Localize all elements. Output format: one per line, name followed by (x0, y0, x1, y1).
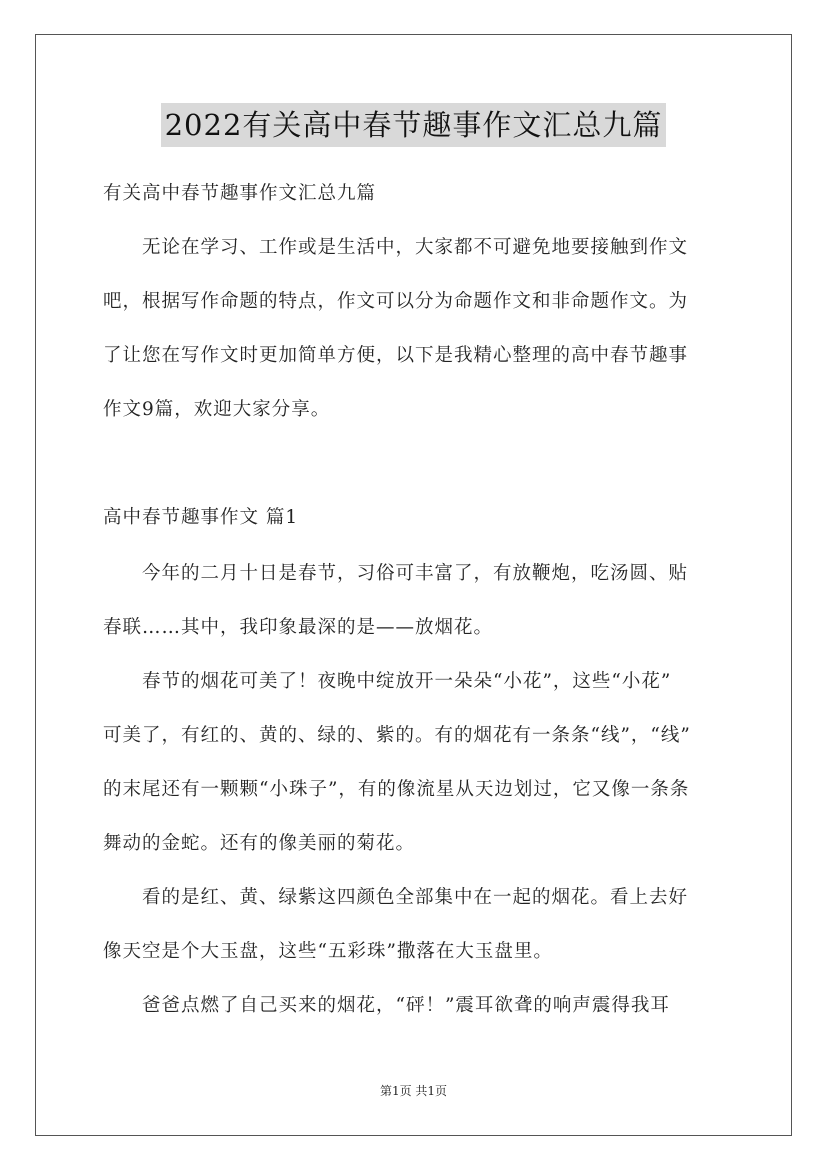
title-container (0, 103, 827, 147)
text-line: 看的是红、黄、绿紫这四颜色全部集中在一起的烟花。看上去好 (103, 887, 689, 908)
text-line: 舞动的金蛇。还有的像美丽的菊花。 (103, 833, 416, 854)
text-line: 了让您在写作文时更加简单方便，以下是我精心整理的高中春节趣事 (103, 345, 689, 366)
section-heading: 高中春节趣事作文 篇1 (103, 507, 299, 528)
document-title: 2022有关高中春节趣事作文汇总九篇 (161, 103, 667, 147)
text-line: 有关高中春节趣事作文汇总九篇 (103, 183, 377, 204)
text-line: 春节的烟花可美了！夜晚中绽放开一朵朵“小花”，这些“小花” (103, 671, 672, 692)
text-line: 吧，根据写作命题的特点，作文可以分为命题作文和非命题作文。为 (103, 291, 689, 312)
text-line: 无论在学习、工作或是生活中，大家都不可避免地要接触到作文 (103, 237, 689, 258)
page-footer: 第1页 共1页 (379, 1084, 448, 1098)
text-line: 的末尾还有一颗颗“小珠子”，有的像流星从天边划过，它又像一条条 (103, 779, 690, 800)
text-line: 爸爸点燃了自己买来的烟花，“砰！”震耳欲聋的响声震得我耳 (103, 995, 670, 1016)
text-line: 像天空是个大玉盘，这些“五彩珠”撒落在大玉盘里。 (103, 941, 553, 962)
text-line: 作文9篇，欢迎大家分享。 (103, 399, 331, 420)
text-line: 春联……其中，我印象最深的是——放烟花。 (103, 617, 494, 638)
text-line: 可美了，有红的、黄的、绿的、紫的。有的烟花有一条条“线”，“线” (103, 725, 691, 746)
text-line: 今年的二月十日是春节，习俗可丰富了，有放鞭炮，吃汤圆、贴 (103, 563, 689, 584)
